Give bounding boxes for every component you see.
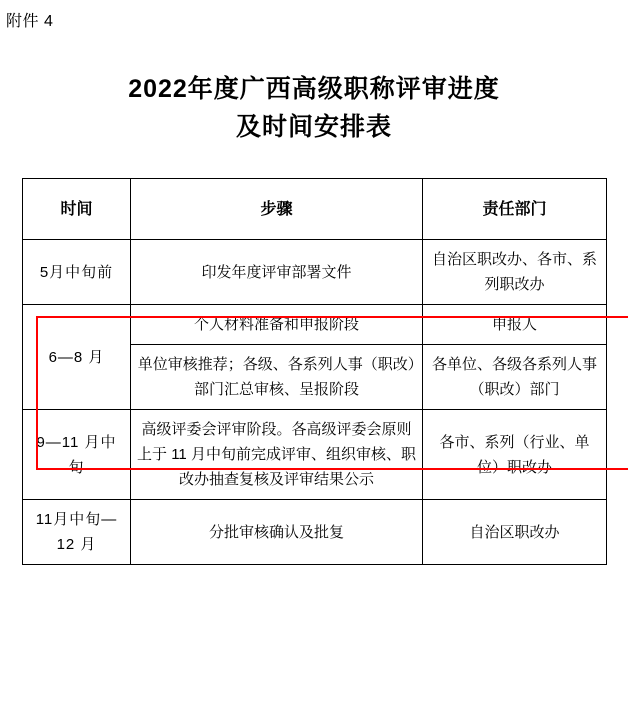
column-header-step: 步骤 xyxy=(131,179,423,240)
table-row xyxy=(23,500,607,565)
schedule-table xyxy=(22,178,607,565)
table-row xyxy=(23,410,607,500)
cell-dept: 自治区职改办 xyxy=(423,500,607,565)
cell-dept: 自治区职改办、各市、系列职改办 xyxy=(423,240,607,305)
table-row xyxy=(23,240,607,305)
page-title-line-2: 及时间安排表 xyxy=(235,113,392,141)
column-header-time: 时间 xyxy=(23,179,131,240)
attachment-label: 附件 4 xyxy=(6,13,54,30)
column-header-dept: 责任部门 xyxy=(423,179,607,240)
table-header-row xyxy=(23,179,607,240)
page-title-line-1: 2022年度广西高级职称评审进度 xyxy=(128,75,500,103)
cell-dept: 各单位、各级各系列人事（职改）部门 xyxy=(423,345,607,410)
cell-step: 个人材料准备和申报阶段 xyxy=(131,305,423,345)
cell-step: 高级评委会评审阶段。各高级评委会原则上于 11 月中旬前完成评审、组织审核、职改办抽查复核及评审结果公示 xyxy=(131,410,423,500)
cell-time: 9—11 月中旬 xyxy=(23,410,131,500)
cell-step: 印发年度评审部署文件 xyxy=(131,240,423,305)
cell-time: 11月中旬—12 月 xyxy=(23,500,131,565)
cell-step: 分批审核确认及批复 xyxy=(131,500,423,565)
cell-time: 6—8 月 xyxy=(23,305,131,410)
cell-dept: 各市、系列（行业、单位）职改办 xyxy=(423,410,607,500)
cell-time: 5月中旬前 xyxy=(23,240,131,305)
page-title xyxy=(0,70,628,146)
cell-step: 单位审核推荐；各级、各系列人事（职改）部门汇总审核、呈报阶段 xyxy=(131,345,423,410)
schedule-table-container xyxy=(22,178,606,565)
table-row xyxy=(23,305,607,345)
cell-dept: 申报人 xyxy=(423,305,607,345)
